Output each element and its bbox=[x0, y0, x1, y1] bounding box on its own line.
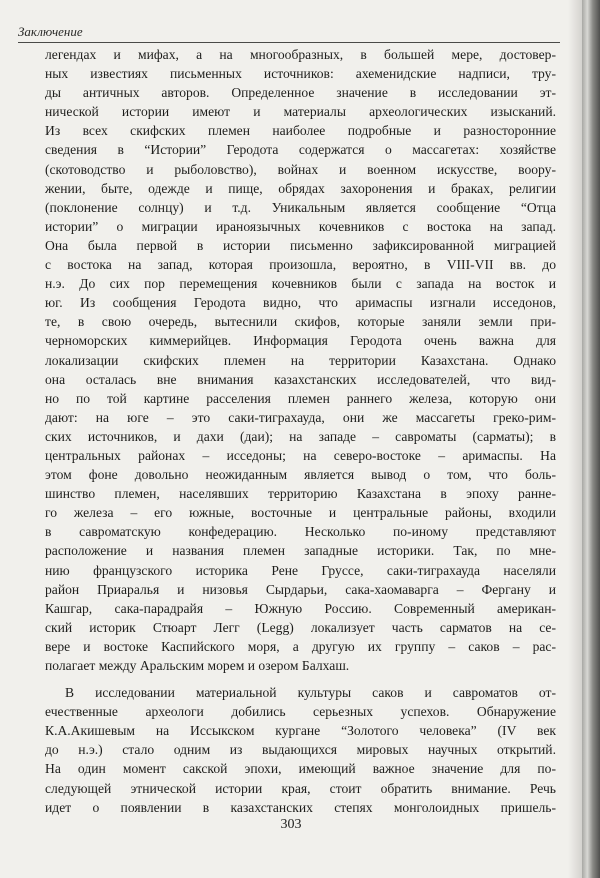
text-line: нической истории имеют и материалы археологических изысканий. bbox=[45, 104, 556, 120]
text-line: (скотоводство и рыболовство), войнах и военном искусстве, воору- bbox=[45, 161, 556, 177]
text-line: сведения в “Истории” Геродота содержатся о массагетах: хозяйстве bbox=[45, 142, 556, 158]
text-line: Из всех скифских племен наиболее подробные и разносторонние bbox=[45, 123, 556, 139]
text-line: легендах и мифах, а на многообразных, в большей мере, достовер- bbox=[45, 47, 556, 62]
text-line: Кашгар, сака-парадрайя – Южную Россию. Современный американ- bbox=[45, 600, 556, 616]
text-line: следующей этнической истории края, стоит обратить внимание. Речь bbox=[45, 780, 556, 796]
text-line: н.э. До сих пор перемещения кочевников были с запада на восток и bbox=[45, 276, 556, 292]
text-line: идет о появлении в казахстанских степях монголоидных пришель- bbox=[45, 799, 556, 815]
text-line: она осталась вне внимания казахстанских исследователей, что вид- bbox=[45, 371, 556, 387]
text-line: черноморских киммерийцев. Информация Геродота очень важна для bbox=[45, 333, 556, 349]
book-page-edge bbox=[582, 0, 600, 878]
text-line: локализации скифских племен на территории Казахстана. Однако bbox=[45, 352, 556, 368]
text-line: Она была первой в истории письменно зафиксированной миграцией bbox=[45, 237, 556, 253]
text-line: дают: на юге – это саки-тиграхауда, они же массагеты греко-рим- bbox=[45, 409, 556, 425]
text-line: На один момент сакской эпохи, имеющий важное значение для по- bbox=[45, 761, 556, 777]
text-line: этом фоне довольно неожиданным является вывод о том, что боль- bbox=[45, 467, 556, 483]
text-line: жении, быте, одежде и пище, обрядах захоронения и браках, религии bbox=[45, 180, 556, 196]
text-line: ечественные археологи добились серьезных успехов. Обнаружение bbox=[45, 704, 556, 720]
text-line: ский историк Стюарт Легг (Legg) локализует часть сарматов на се- bbox=[45, 619, 556, 635]
text-line: с востока на запад, которая произошла, вероятно, в VIII-VII вв. до bbox=[45, 257, 556, 273]
paragraph-gap bbox=[45, 675, 556, 683]
text-line: нию французского историка Рене Груссе, саки-тиграхауда населяли bbox=[45, 562, 556, 578]
text-line: вере и востоке Каспийского моря, а другую их группу – саков – рас- bbox=[45, 638, 556, 654]
text-line: шинство племен, населявших территорию Казахстана в эпоху ранне- bbox=[45, 486, 556, 502]
text-line: полагает между Аральским морем и озером Балхаш. bbox=[45, 658, 350, 673]
text-line: ды античных авторов. Определенное значение в исследовании эт- bbox=[45, 85, 556, 101]
text-line: ных известиях письменных источников: ахеменидские надписи, тру- bbox=[45, 66, 556, 82]
running-header: Заключение bbox=[18, 24, 560, 43]
body-text bbox=[45, 45, 556, 817]
paragraph bbox=[45, 45, 556, 675]
text-line: го железа – его южные, восточные и центральные районы, входили bbox=[45, 505, 556, 521]
text-line: те, в свою очередь, вытеснили скифов, которые заняли земли при- bbox=[45, 314, 556, 330]
text-line: ских источников, и дахи (даи); на западе – савроматы (сарматы); в bbox=[45, 428, 556, 444]
text-line: К.А.Акишевым на Иссыкском кургане “Золотого человека” (IV век bbox=[45, 723, 556, 739]
text-line: (поклонение солнцу) и т.д. Уникальным является сообщение “Отца bbox=[45, 199, 556, 215]
text-line: расположение и названия племен западные историки. Так, по мне- bbox=[45, 543, 556, 559]
text-line: район Приаралья и низовья Сырдарьи, сака-хаомаварга – Фергану и bbox=[45, 581, 556, 597]
text-line: центральных районах – исседоны; на северо-востоке – аримаспы. На bbox=[45, 447, 556, 463]
text-line: юг. Из сообщения Геродота видно, что аримаспы изгнали исседонов, bbox=[45, 295, 556, 311]
text-line: но по той картине расселения племен раннего железа, которую они bbox=[45, 390, 556, 406]
text-line: в савроматскую конфедерацию. Несколько по-иному представляют bbox=[45, 524, 556, 540]
paragraph bbox=[45, 683, 556, 817]
text-line: В исследовании материальной культуры саков и савроматов от- bbox=[65, 685, 556, 701]
text-line: до н.э.) стало одним из выдающихся мировых научных открытий. bbox=[45, 742, 556, 758]
page-number: 303 bbox=[280, 817, 302, 832]
text-line: истории” о миграции ираноязычных кочевников с востока на запад. bbox=[45, 218, 556, 234]
